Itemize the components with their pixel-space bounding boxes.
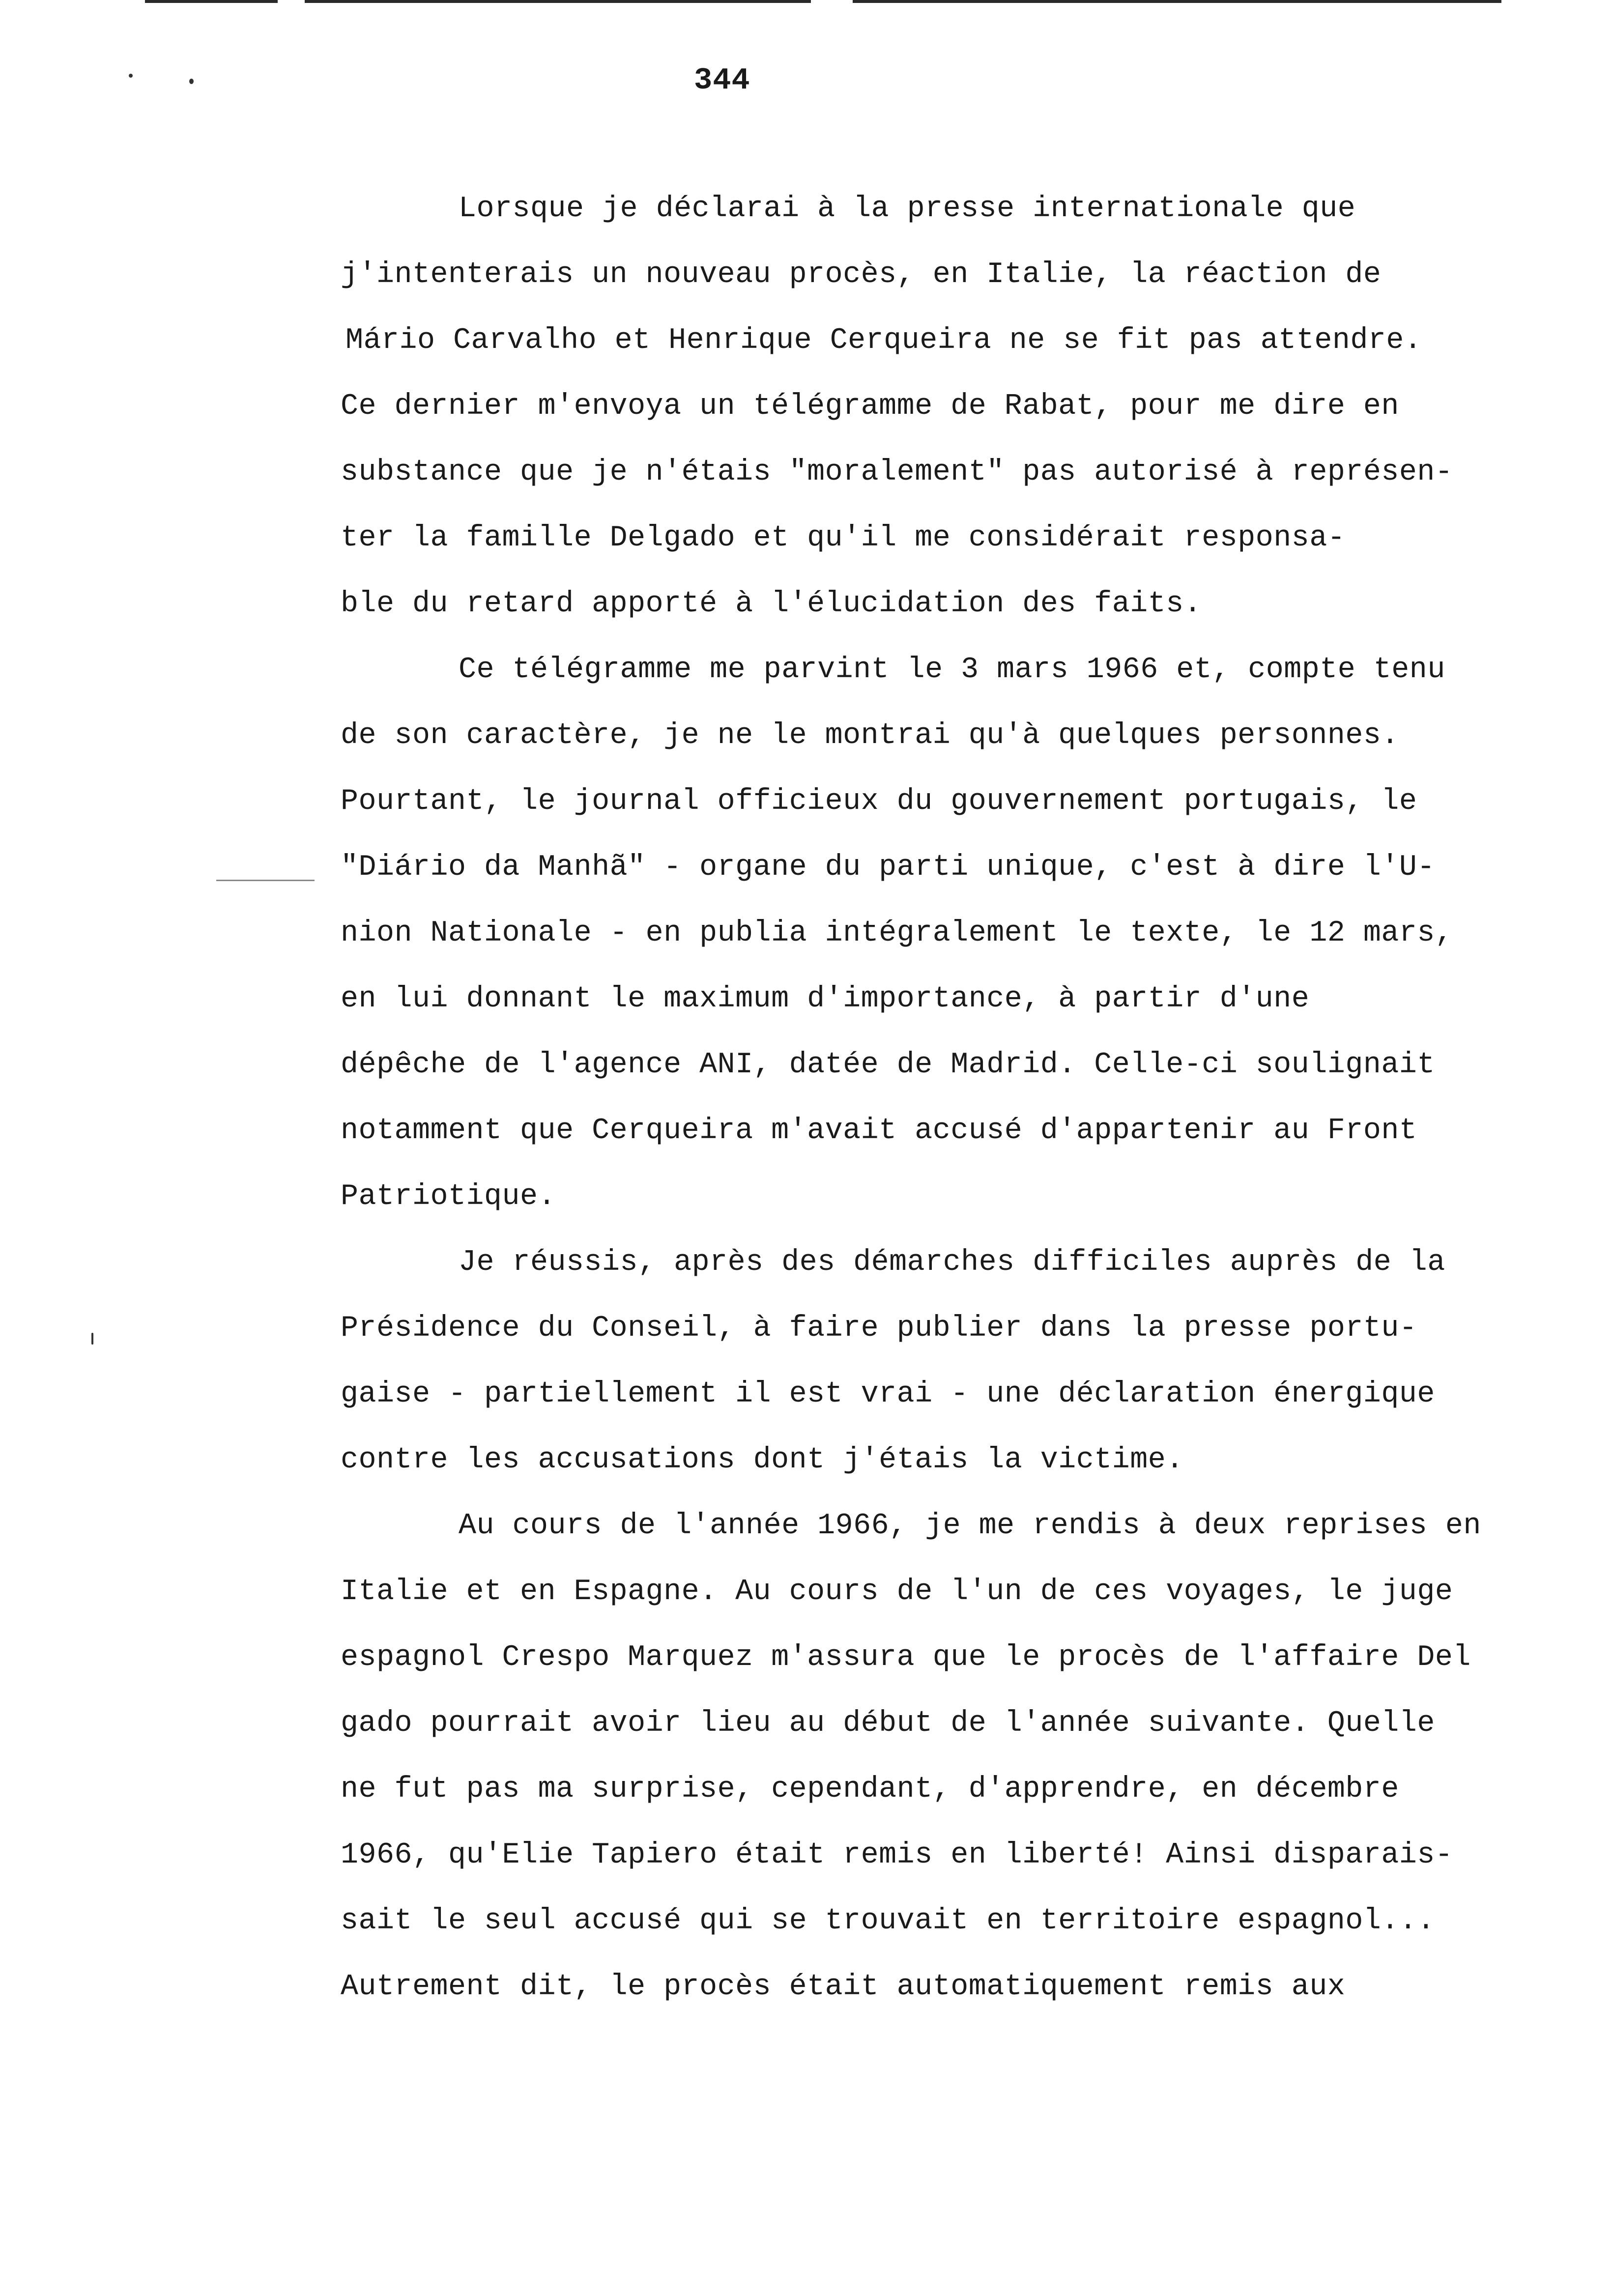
text-line: "Diário da Manhã" - organe du parti unique, c'est à dire l'U-	[341, 851, 1435, 884]
text-line: ble du retard apporté à l'élucidation des faits.	[341, 587, 1202, 621]
text-line: Patriotique.	[341, 1180, 556, 1213]
text-line: Ce télégramme me parvint le 3 mars 1966 et, compte tenu	[459, 653, 1445, 687]
top-border-rule	[305, 0, 811, 3]
text-line: notamment que Cerqueira m'avait accusé d'appartenir au Front	[341, 1114, 1417, 1148]
text-line: substance que je n'étais "moralement" pas autorisé à représen-	[341, 456, 1453, 489]
scan-speck	[91, 1333, 93, 1345]
text-line: ter la famille Delgado et qu'il me considérait responsa-	[341, 521, 1346, 555]
text-line: Lorsque je déclarai à la presse internationale que	[459, 192, 1356, 226]
page-number: 344	[694, 63, 750, 98]
scan-speck	[129, 74, 133, 78]
text-line: espagnol Crespo Marquez m'assura que le procès de l'affaire Del	[341, 1641, 1471, 1674]
text-line: ne fut pas ma surprise, cependant, d'apprendre, en décembre	[341, 1773, 1399, 1806]
text-line: gaise - partiellement il est vrai - une déclaration énergique	[341, 1378, 1435, 1411]
text-line: nion Nationale - en publia intégralement le texte, le 12 mars,	[341, 917, 1453, 950]
text-line: 1966, qu'Elie Tapiero était remis en liberté! Ainsi disparais-	[341, 1838, 1453, 1872]
text-line: Présidence du Conseil, à faire publier dans la presse portu-	[341, 1312, 1417, 1345]
scan-mark	[216, 880, 315, 881]
text-line: Italie et en Espagne. Au cours de l'un de ces voyages, le juge	[341, 1575, 1453, 1608]
text-line: Je réussis, après des démarches difficiles auprès de la	[459, 1246, 1445, 1279]
scan-speck	[189, 79, 194, 84]
text-line: Pourtant, le journal officieux du gouvernement portugais, le	[341, 785, 1417, 818]
text-line: Mário Carvalho et Henrique Cerqueira ne se fit pas attendre.	[345, 324, 1422, 357]
text-line: dépêche de l'agence ANI, datée de Madrid. Celle-ci soulignait	[341, 1048, 1435, 1082]
text-line: Ce dernier m'envoya un télégramme de Rabat, pour me dire en	[341, 390, 1399, 423]
top-border-rule	[145, 0, 278, 3]
text-line: Autrement dit, le procès était automatiquement remis aux	[341, 1970, 1346, 2004]
text-line: de son caractère, je ne le montrai qu'à quelques personnes.	[341, 719, 1399, 752]
text-line: sait le seul accusé qui se trouvait en territoire espagnol...	[341, 1904, 1435, 1938]
text-line: en lui donnant le maximum d'importance, à partir d'une	[341, 982, 1310, 1016]
text-line: contre les accusations dont j'étais la victime.	[341, 1443, 1184, 1477]
text-line: Au cours de l'année 1966, je me rendis à deux reprises en	[459, 1509, 1481, 1543]
typed-text-body	[341, 176, 1599, 2020]
top-border-rule	[853, 0, 1501, 3]
text-line: j'intenterais un nouveau procès, en Italie, la réaction de	[341, 258, 1382, 291]
text-line: gado pourrait avoir lieu au début de l'année suivante. Quelle	[341, 1707, 1435, 1740]
